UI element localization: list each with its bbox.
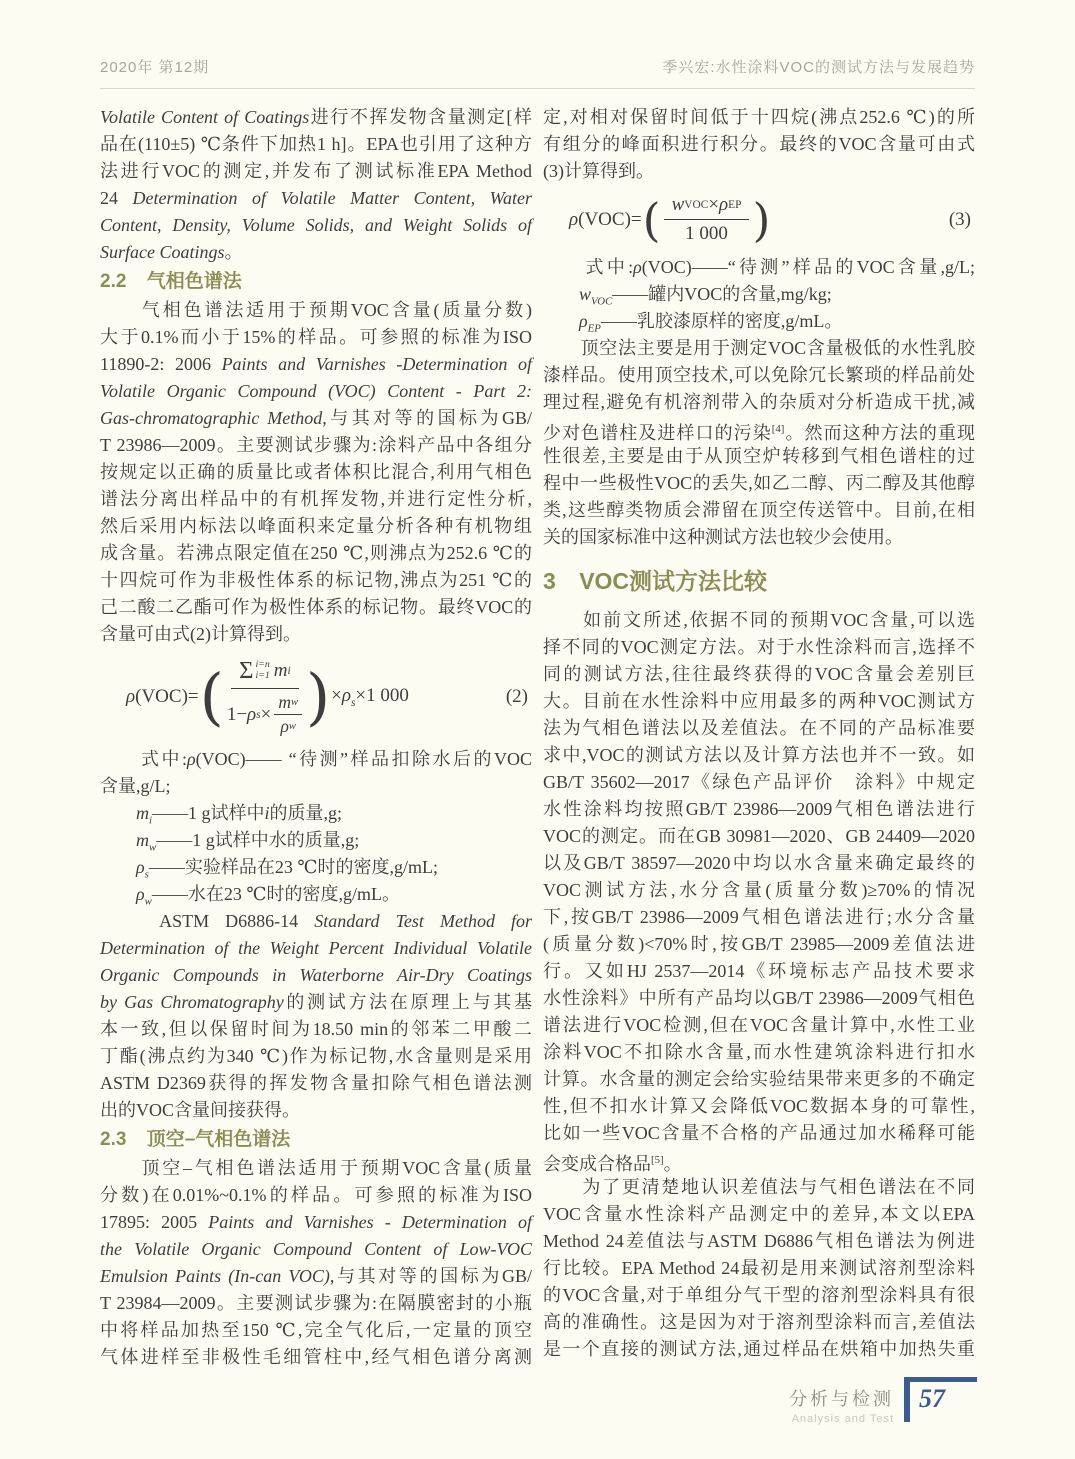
formula-tail: $\times\rho_s\times 1$ 000 — [331, 685, 409, 709]
text-line: 十四烷可作为非极性体系的标记物,沸点为251 ℃的 — [100, 570, 532, 590]
formula-lhs: ρ(VOC)= — [569, 208, 642, 230]
equation-number: (2) — [505, 686, 528, 707]
text-line: $m_i——1$ g试样中i的质量,g; — [136, 803, 343, 827]
text-line: 程中一些极性VOC的丢失,如乙二醇、丙二醇及其他醇 — [543, 473, 975, 493]
text-line: by Gas Chromatography的测试方法在原理上与其基 — [100, 992, 532, 1012]
text-line: 式中:ρ(VOC)——“待测”样品的VOC含量,g/L; — [543, 257, 975, 277]
para-epa-vs-astm — [543, 1174, 975, 1363]
text-line: 类,这些醇类物质会滞留在顶空传送管中。目前,在相 — [543, 500, 975, 520]
text-line: 为了更清楚地认识差值法与气相色谱法在不同 — [543, 1177, 975, 1197]
text-line: 本一致,但以保留时间为18.50 min的邻苯二甲酸二 — [100, 1019, 532, 1039]
text-line: Organic Compounds in Waterborne Air-Dry Coatings — [100, 965, 532, 985]
text-line: (质量分数)<70%时,按GB/T 23985—2009差值法进 — [543, 934, 975, 954]
text-line: ASTM D2369获得的挥发物含量扣除气相色谱法测 — [100, 1073, 532, 1093]
text-line: VOC测试方法,水分含量(质量分数)≥70%的情况 — [543, 880, 975, 900]
section-title: 气相色谱法 — [146, 271, 242, 292]
text-line: GB/T 35602—2017《绿色产品评价 涂料》中规定 — [543, 772, 975, 792]
text-line: 式中:ρ(VOC)—— “待测”样品扣除水后的VOC — [100, 749, 532, 769]
text-line: T 23984—2009。主要测试步骤为:在隔膜密封的小瓶 — [100, 1293, 532, 1313]
text-line: 大于0.1%而小于15%的样品。可参照的标准为ISO — [100, 327, 532, 347]
para-astm-d6886 — [100, 908, 532, 1124]
text-line: $\rho_{EP}——$乳胶漆原样的密度,g/mL。 — [579, 311, 843, 335]
text-line: 理过程,避免有机溶剂带入的杂质对分析造成干扰,减 — [543, 392, 975, 412]
text-line: 求中,VOC的测试方法以及计算方法也并不一致。如 — [543, 745, 975, 765]
text-line: 中将样品加热至150 ℃,完全气化后,一定量的顶空 — [100, 1320, 532, 1340]
text-line: 漆样品。使用顶空技术,可以免除冗长繁琐的样品前处 — [543, 365, 975, 385]
text-line: $\rho_w——$水在23 ℃时的密度,g/mL。 — [136, 884, 400, 908]
main-fraction: w VOC × ρ EP 1 000 — [664, 194, 750, 245]
text-line: 顶空–气相色谱法适用于预期VOC含量(质量 — [100, 1158, 532, 1178]
text-line: 法为气相色谱法以及差值法。在不同的产品标准要 — [543, 718, 975, 738]
para-method-comparison — [543, 607, 975, 1174]
text-line: Determination of the Weight Percent Individual Volatile — [100, 938, 532, 958]
journal-issue: 2020年 第12期 — [100, 59, 210, 76]
text-line: 同的测试方法,往往最终获得的VOC含量会差别巨 — [543, 664, 975, 684]
section-heading-3 — [543, 561, 975, 601]
text-line: 成含量。若沸点限定值在250 ℃,则沸点为252.6 ℃的 — [100, 543, 532, 563]
main-fraction: Σ i=n i=1 m i 1− ρ s × m w ρ w — [227, 657, 303, 737]
text-line: Surface Coatings。 — [100, 242, 243, 262]
page-header — [100, 56, 975, 77]
section-number: 2.3 — [100, 1129, 127, 1150]
page-number: 57 — [919, 1384, 945, 1413]
para-headspace-gc — [100, 1155, 532, 1371]
section-title: VOC测试方法比较 — [579, 568, 768, 594]
text-line: VOC的测定。而在GB 30981—2020、GB 24409—2020 — [543, 826, 975, 846]
text-line: 大。目前在水性涂料中应用最多的两种VOC测试方 — [543, 691, 975, 711]
equation-number: (3) — [948, 208, 971, 230]
text-line: 含量可由式(2)计算得到。 — [100, 624, 301, 644]
text-line: (3)计算得到。 — [543, 161, 654, 181]
text-line: VOC含量水性涂料产品测定中的差异,本文以EPA — [543, 1204, 975, 1224]
text-line: 定,对相对保留时间低于十四烷(沸点252.6 ℃)的所 — [543, 107, 975, 127]
para-integration — [543, 104, 975, 185]
section-heading-2-2 — [100, 266, 532, 297]
text-line: 计算。水含量的测定会给实验结果带来更多的不确定 — [543, 1069, 975, 1089]
header-divider — [100, 88, 975, 89]
text-line: $w_{VOC}——$罐内VOC的含量,mg/kg; — [579, 284, 832, 308]
footer-section-name-en: Analysis and Test — [791, 1413, 894, 1425]
text-line: 如前文所述,依据不同的预期VOC含量,可以选 — [543, 610, 975, 630]
text-line: 性很差,主要是由于从顶空炉转移到气相色谱柱的过 — [543, 446, 975, 466]
sum-symbol: Σ — [239, 657, 254, 684]
formula-lhs: ρ(VOC)= — [126, 686, 199, 707]
section-number: 3 — [543, 568, 556, 594]
text-line: 17895: 2005 Paints and Varnishes - Determination of — [100, 1212, 532, 1232]
formula-2-definitions — [100, 746, 532, 908]
text-line: 涂料VOC不扣除水含量,而水性建筑涂料进行扣水 — [543, 1042, 975, 1062]
sum-limits: i=n i=1 — [255, 659, 270, 681]
nested-fraction: m w ρ w — [274, 692, 302, 737]
text-line: 下,按GB/T 23986—2009气相色谱法进行;水分含量 — [543, 907, 975, 927]
text-line: 有组分的峰面积进行积分。最终的VOC含量可由式 — [543, 134, 975, 154]
text-line: 少对色谱柱及进样口的污染[4]。然而这种方法的重现 — [543, 423, 976, 443]
text-line: 择不同的VOC测定方法。对于水性涂料而言,选择不 — [543, 637, 975, 657]
text-line: 水性涂料》中所有产品均以GB/T 23986—2009气相色 — [543, 988, 975, 1008]
text-line: 比如一些VOC含量不合格的产品通过加水稀释可能 — [543, 1123, 975, 1143]
text-line: 24 Determination of Volatile Matter Content, Water — [100, 188, 532, 208]
page-number-bracket — [904, 1377, 977, 1422]
text-line: 关的国家标准中这种测试方法也较少会使用。 — [543, 527, 903, 547]
formula-3-definitions — [543, 254, 975, 335]
footer-section-name-cn: 分析与检测 — [789, 1389, 894, 1409]
text-line: 按规定以正确的质量比或者体积比混合,利用气相色 — [100, 462, 532, 482]
text-line: 己二酸二乙酯可作为极性体系的标记物。最终VOC的 — [100, 597, 532, 617]
para-epa-method-24 — [100, 104, 532, 266]
text-line: T 23986—2009。主要测试步骤为:涂料产品中各组分 — [100, 435, 532, 455]
text-line: Method 24差值法与ASTM D6886气相色谱法为例进 — [543, 1231, 975, 1251]
text-line: Content, Density, Volume Solids, and Weight Solids of — [100, 215, 532, 235]
formula-3: ρ(VOC)= ( w VOC × ρ EP 1 000 ) (3) — [543, 194, 975, 245]
para-headspace-discussion — [543, 335, 975, 551]
text-line: 谱法进行VOC检测,但在VOC含量计算中,水性工业 — [543, 1015, 975, 1035]
page-footer — [789, 1377, 977, 1425]
text-line: 的VOC含量,对于单组分气干型的溶剂型涂料具有很 — [543, 1285, 975, 1305]
text-line: the Volatile Organic Compound Content of Low-VOC — [100, 1239, 532, 1259]
running-title: 季兴宏:水性涂料VOC的测试方法与发展趋势 — [662, 59, 975, 76]
text-line: 是一个直接的测试方法,通过样品在烘箱中加热失重 — [543, 1339, 975, 1359]
text-line: 法进行VOC的测定,并发布了测试标准EPA Method — [100, 161, 532, 181]
text-line: 品在(110±5) ℃条件下加热1 h]。EPA也引用了这种方 — [100, 134, 532, 154]
text-line: ASTM D6886-14 Standard Test Method for — [100, 911, 532, 931]
formula-2: ρ(VOC)= ( Σ i=n i=1 m i 1− ρ s × m w ρ w ) $\times\rho_s\times 1$ 000 (2) — [100, 657, 532, 737]
text-line: 性,但不扣水计算又会降低VOC数据本身的可靠性, — [543, 1096, 975, 1116]
text-line: 顶空法主要是用于测定VOC含量极低的水性乳胶 — [543, 338, 975, 358]
text-line: $m_w——1$ g试样中水的质量,g; — [136, 830, 360, 854]
text-line: 丁酯(沸点约为340 ℃)作为标记物,水含量则是采用 — [100, 1046, 532, 1066]
text-line: 然后采用内标法以峰面积来定量分析各种有机物组 — [100, 516, 532, 536]
text-line: 气相色谱法适用于预期VOC含量(质量分数) — [100, 300, 532, 320]
right-column — [543, 104, 975, 1371]
text-line: 出的VOC含量间接获得。 — [100, 1100, 301, 1120]
section-number: 2.2 — [100, 271, 127, 292]
footer-section-labels — [789, 1385, 894, 1425]
text-line: 分数)在0.01%~0.1%的样品。可参照的标准为ISO — [100, 1185, 532, 1205]
text-line: $\rho_s——$实验样品在23 ℃时的密度,g/mL; — [136, 857, 438, 881]
text-line: Volatile Organic Compound (VOC) Content - Part 2: — [100, 381, 532, 401]
text-line: 气体进样至非极性毛细管柱中,经气相色谱分离测 — [100, 1347, 532, 1367]
text-line: Volatile Content of Coatings进行不挥发物含量测定[样 — [100, 107, 532, 127]
text-line: 高的准确性。这是因为对于溶剂型涂料而言,差值法 — [543, 1312, 975, 1332]
text-line: Gas-chromatographic Method,与其对等的国标为GB/ — [100, 408, 532, 428]
text-line: 会变成合格品[5]。 — [543, 1154, 682, 1174]
text-line: 水性涂料均按照GB/T 23986—2009气相色谱法进行 — [543, 799, 975, 819]
section-title: 顶空–气相色谱法 — [146, 1129, 291, 1150]
section-heading-2-3 — [100, 1124, 532, 1155]
text-line: Emulsion Paints (In-can VOC),与其对等的国标为GB/ — [100, 1266, 532, 1286]
two-column-body — [100, 104, 975, 1371]
text-line: 行比较。EPA Method 24最初是用来测试溶剂型涂料 — [543, 1258, 975, 1278]
para-gas-chromatography — [100, 297, 532, 648]
text-line: 谱法分离出样品中的有机挥发物,并进行定性分析, — [100, 489, 532, 509]
left-column — [100, 104, 532, 1371]
text-line: 含量,g/L; — [100, 776, 171, 796]
text-line: 行。又如HJ 2537—2014《环境标志产品技术要求 — [543, 961, 975, 981]
text-line: 以及GB/T 38597—2020中均以水含量来确定最终的 — [543, 853, 975, 873]
text-line: 11890-2: 2006 Paints and Varnishes -Determination of — [100, 354, 532, 374]
